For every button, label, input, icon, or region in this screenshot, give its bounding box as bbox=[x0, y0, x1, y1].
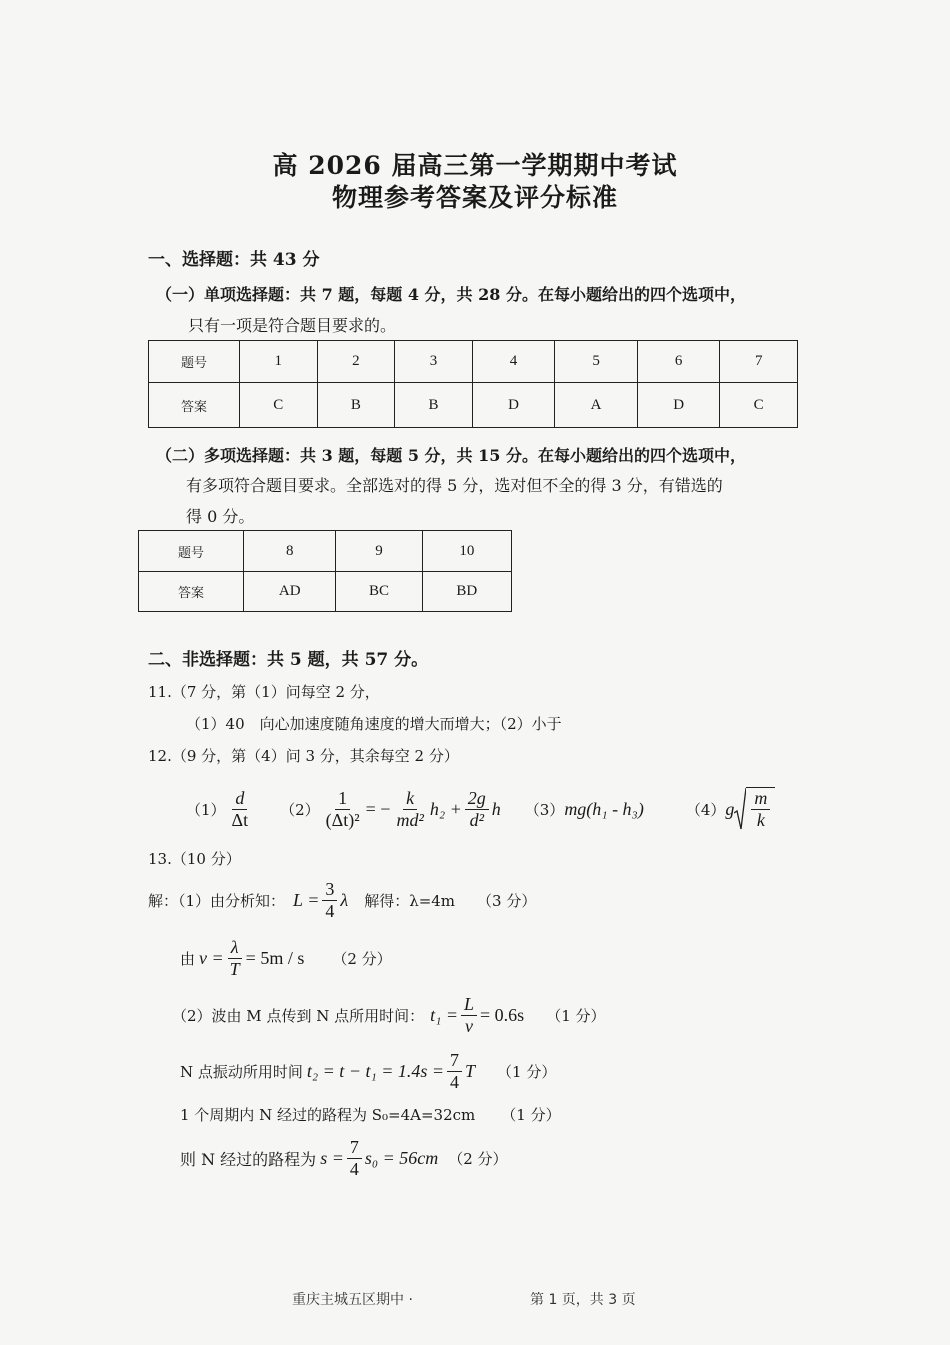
part1-heading: （一）单项选择题：共 7 题，每题 4 分，共 28 分。在每小题给出的四个选项中， bbox=[156, 285, 746, 304]
q-number: 6 bbox=[637, 341, 720, 383]
q11-answer: （1）40 向心加速度随角速度的增大而增大；（2）小于 bbox=[186, 715, 562, 733]
q12-part2-label: （2） bbox=[280, 800, 320, 819]
q12-part1-label: （1） bbox=[186, 800, 226, 819]
radical-sign-icon bbox=[734, 787, 746, 831]
q-number: 3 bbox=[395, 341, 473, 383]
q13-line4: N 点振动所用时间 t₂ = t − t₁ = 1.4s = $\frac{7}{4}$ T （1 分） bbox=[180, 1049, 557, 1092]
q11-label: 11.（7 分，第（1）问每空 2 分， bbox=[148, 683, 380, 701]
q12-f2-term2: $\frac{2g}{\text{d²}}$ bbox=[465, 788, 489, 830]
row-label-number: 题号 bbox=[139, 531, 244, 572]
q13-label: 13.（10 分） bbox=[148, 850, 241, 868]
q12-f2-eq: = − bbox=[365, 798, 391, 819]
q12-f4-sqrt: $\frac{m}{k}$ bbox=[734, 787, 775, 831]
footer-source: 重庆主城五区期中 · bbox=[292, 1292, 413, 1308]
q-number: 1 bbox=[240, 341, 318, 383]
page-title: 高 2026 届高三第一学期期中考试 bbox=[272, 151, 678, 180]
q12-f4-g: g bbox=[725, 798, 735, 819]
q-number: 7 bbox=[720, 341, 798, 383]
section1-heading: 一、选择题：共 43 分 bbox=[148, 250, 320, 270]
q13-line2: 由 v = $\frac{\lambda}{T}$ = 5m / s （2 分） bbox=[180, 936, 392, 979]
q-number: 4 bbox=[472, 341, 555, 383]
q-answer: B bbox=[317, 383, 395, 428]
part1-heading-cont: 只有一项是符合题目要求的。 bbox=[188, 316, 397, 335]
q12-f2-h: h bbox=[491, 798, 501, 819]
q-number: 5 bbox=[555, 341, 638, 383]
q12-f1: $\frac{d}{\Delta t}$ bbox=[231, 787, 249, 830]
q-answer: AD bbox=[244, 572, 336, 612]
q12-part4-label: （4） bbox=[685, 800, 726, 819]
q-number: 9 bbox=[336, 531, 422, 572]
q12-f3: mg(h₁ - h₃) bbox=[564, 798, 644, 819]
q-answer: A bbox=[555, 383, 638, 428]
q13-line3: （2）波由 M 点传到 N 点所用时间： t₁ = $\frac{L}{v}$ = 0.6s （1 分） bbox=[172, 993, 606, 1036]
q-answer: B bbox=[395, 383, 473, 428]
part2-heading: （二）多项选择题：共 3 题，每题 5 分，共 15 分。在每小题给出的四个选项中， bbox=[156, 446, 746, 465]
part2-heading-cont2: 得 0 分。 bbox=[186, 507, 255, 526]
q13-line1: 解：（1）由分析知： L = $\frac{3}{4}$ λ 解得：λ=4m （3 分） bbox=[148, 878, 537, 921]
q-number: 10 bbox=[422, 531, 511, 572]
q-number: 8 bbox=[244, 531, 336, 572]
q-answer: BD bbox=[422, 572, 511, 612]
q-answer: BC bbox=[336, 572, 422, 612]
q12-f2-term1: $\frac{k}{\text{md²}}$ bbox=[396, 787, 424, 830]
q-number: 2 bbox=[317, 341, 395, 383]
row-label-number: 题号 bbox=[149, 341, 240, 383]
q-answer: D bbox=[472, 383, 555, 428]
q12-f2-lhs: $\frac{1}{\text{(Δt)²}}$ bbox=[325, 787, 360, 830]
footer-page-number: 第 1 页，共 3 页 bbox=[530, 1292, 636, 1308]
q12-f2-h2: h₂ + bbox=[429, 798, 462, 819]
row-label-answer: 答案 bbox=[139, 572, 244, 612]
row-label-answer: 答案 bbox=[149, 383, 240, 428]
q13-line5: 1 个周期内 N 经过的路程为 S₀=4A=32cm （1 分） bbox=[180, 1105, 561, 1124]
q12-part3-label: （3） bbox=[524, 800, 565, 819]
multi-choice-table bbox=[138, 530, 512, 612]
q-answer: C bbox=[720, 383, 798, 428]
part2-heading-cont: 有多项符合题目要求。全部选对的得 5 分，选对但不全的得 3 分，有错选的 bbox=[186, 476, 723, 495]
single-choice-table bbox=[148, 340, 798, 428]
q13-line6: 则 N 经过的路程为 s = $\frac{7}{4}$ s₀ = 56cm （2 分） bbox=[180, 1136, 508, 1179]
section2-heading: 二、非选择题：共 5 题，共 57 分。 bbox=[148, 650, 429, 670]
page-subtitle: 物理参考答案及评分标准 bbox=[331, 183, 618, 212]
q-answer: D bbox=[637, 383, 720, 428]
q-answer: C bbox=[240, 383, 318, 428]
q12-formulas bbox=[186, 782, 775, 836]
q12-label: 12.（9 分，第（4）问 3 分，其余每空 2 分） bbox=[148, 747, 459, 765]
